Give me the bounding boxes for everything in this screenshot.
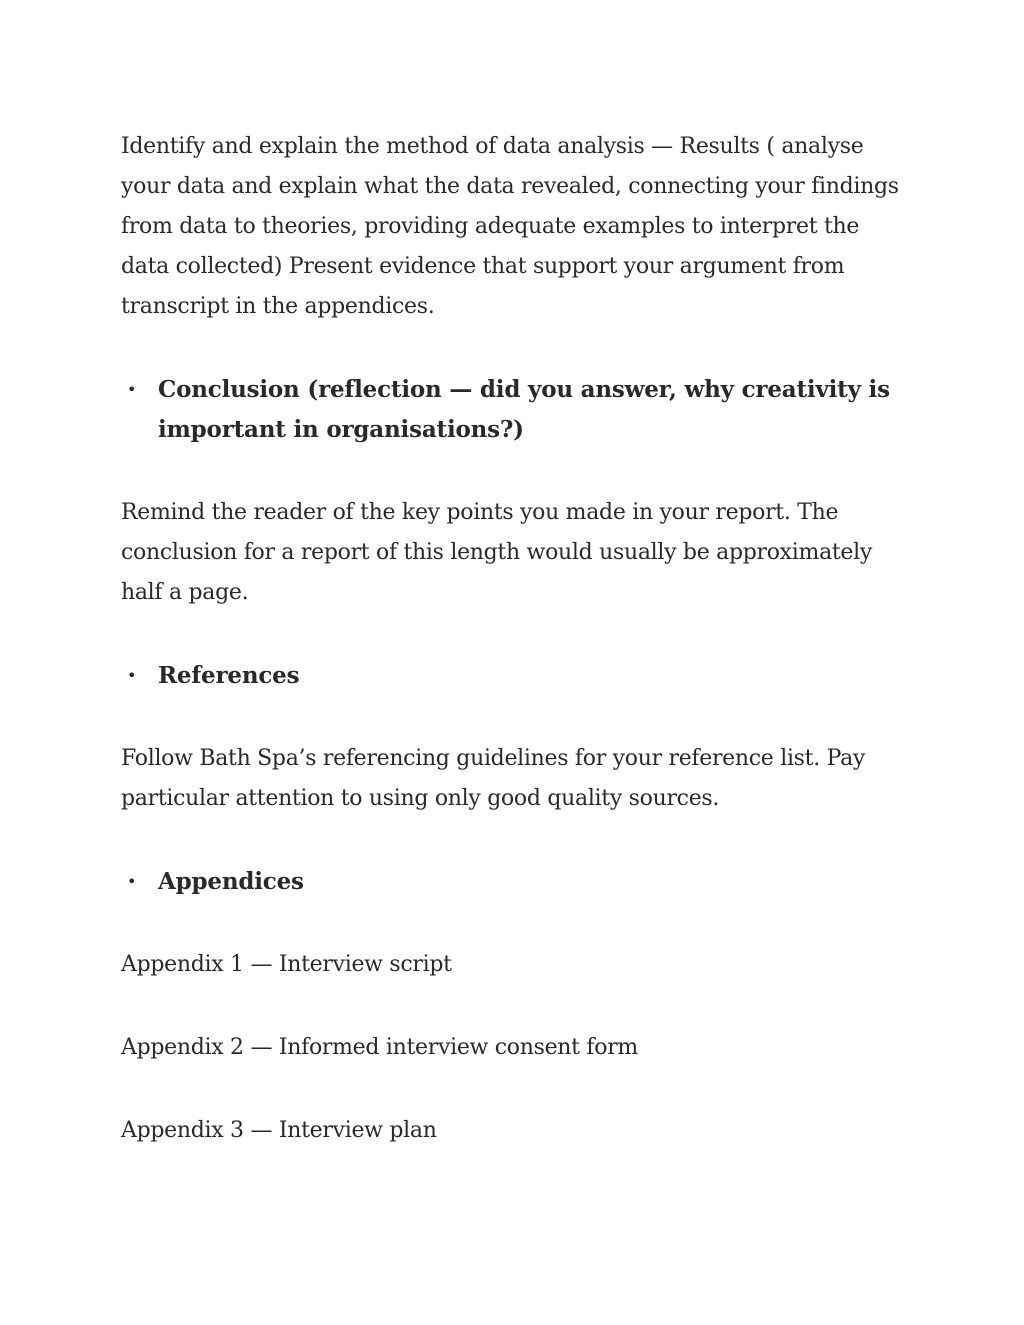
- spacer: [121, 450, 911, 493]
- bullet-icon: •: [127, 380, 137, 399]
- spacer: [121, 1068, 911, 1111]
- bullet-icon: •: [127, 872, 137, 891]
- appendix-item: Appendix 2 — Informed interview consent form: [121, 1035, 638, 1060]
- conclusion-paragraph: Remind the reader of the key points you made in your report. The conclusion for a report of this length would usually be approximately half a page.: [121, 500, 873, 605]
- bullet-icon: •: [127, 666, 137, 685]
- document-page: [121, 127, 911, 1151]
- section-heading-label: Appendices: [158, 868, 304, 895]
- appendix-item: Appendix 3 — Interview plan: [121, 1118, 437, 1143]
- section-heading-label: Conclusion (reflection — did you answer, why creativity is important in organisations?): [158, 376, 890, 443]
- section-heading-references: [121, 656, 911, 696]
- section-heading-label: References: [158, 662, 300, 689]
- spacer: [121, 696, 911, 739]
- spacer: [121, 327, 911, 370]
- section-heading-appendices: [121, 862, 911, 902]
- section-heading-conclusion: [121, 370, 911, 450]
- references-paragraph: Follow Bath Spa’s referencing guidelines for your reference list. Pay particular attention to using only good quality sources.: [121, 746, 866, 811]
- spacer: [121, 902, 911, 945]
- spacer: [121, 613, 911, 656]
- intro-paragraph: Identify and explain the method of data analysis — Results ( analyse your data and explain what the data revealed, connecting your findings from data to theories, providing adequate examples to interpret the data collected) Present evidence that support your argument from transcript in the appendices.: [121, 134, 899, 319]
- spacer: [121, 985, 911, 1028]
- appendix-item: Appendix 1 — Interview script: [121, 952, 452, 977]
- spacer: [121, 819, 911, 862]
